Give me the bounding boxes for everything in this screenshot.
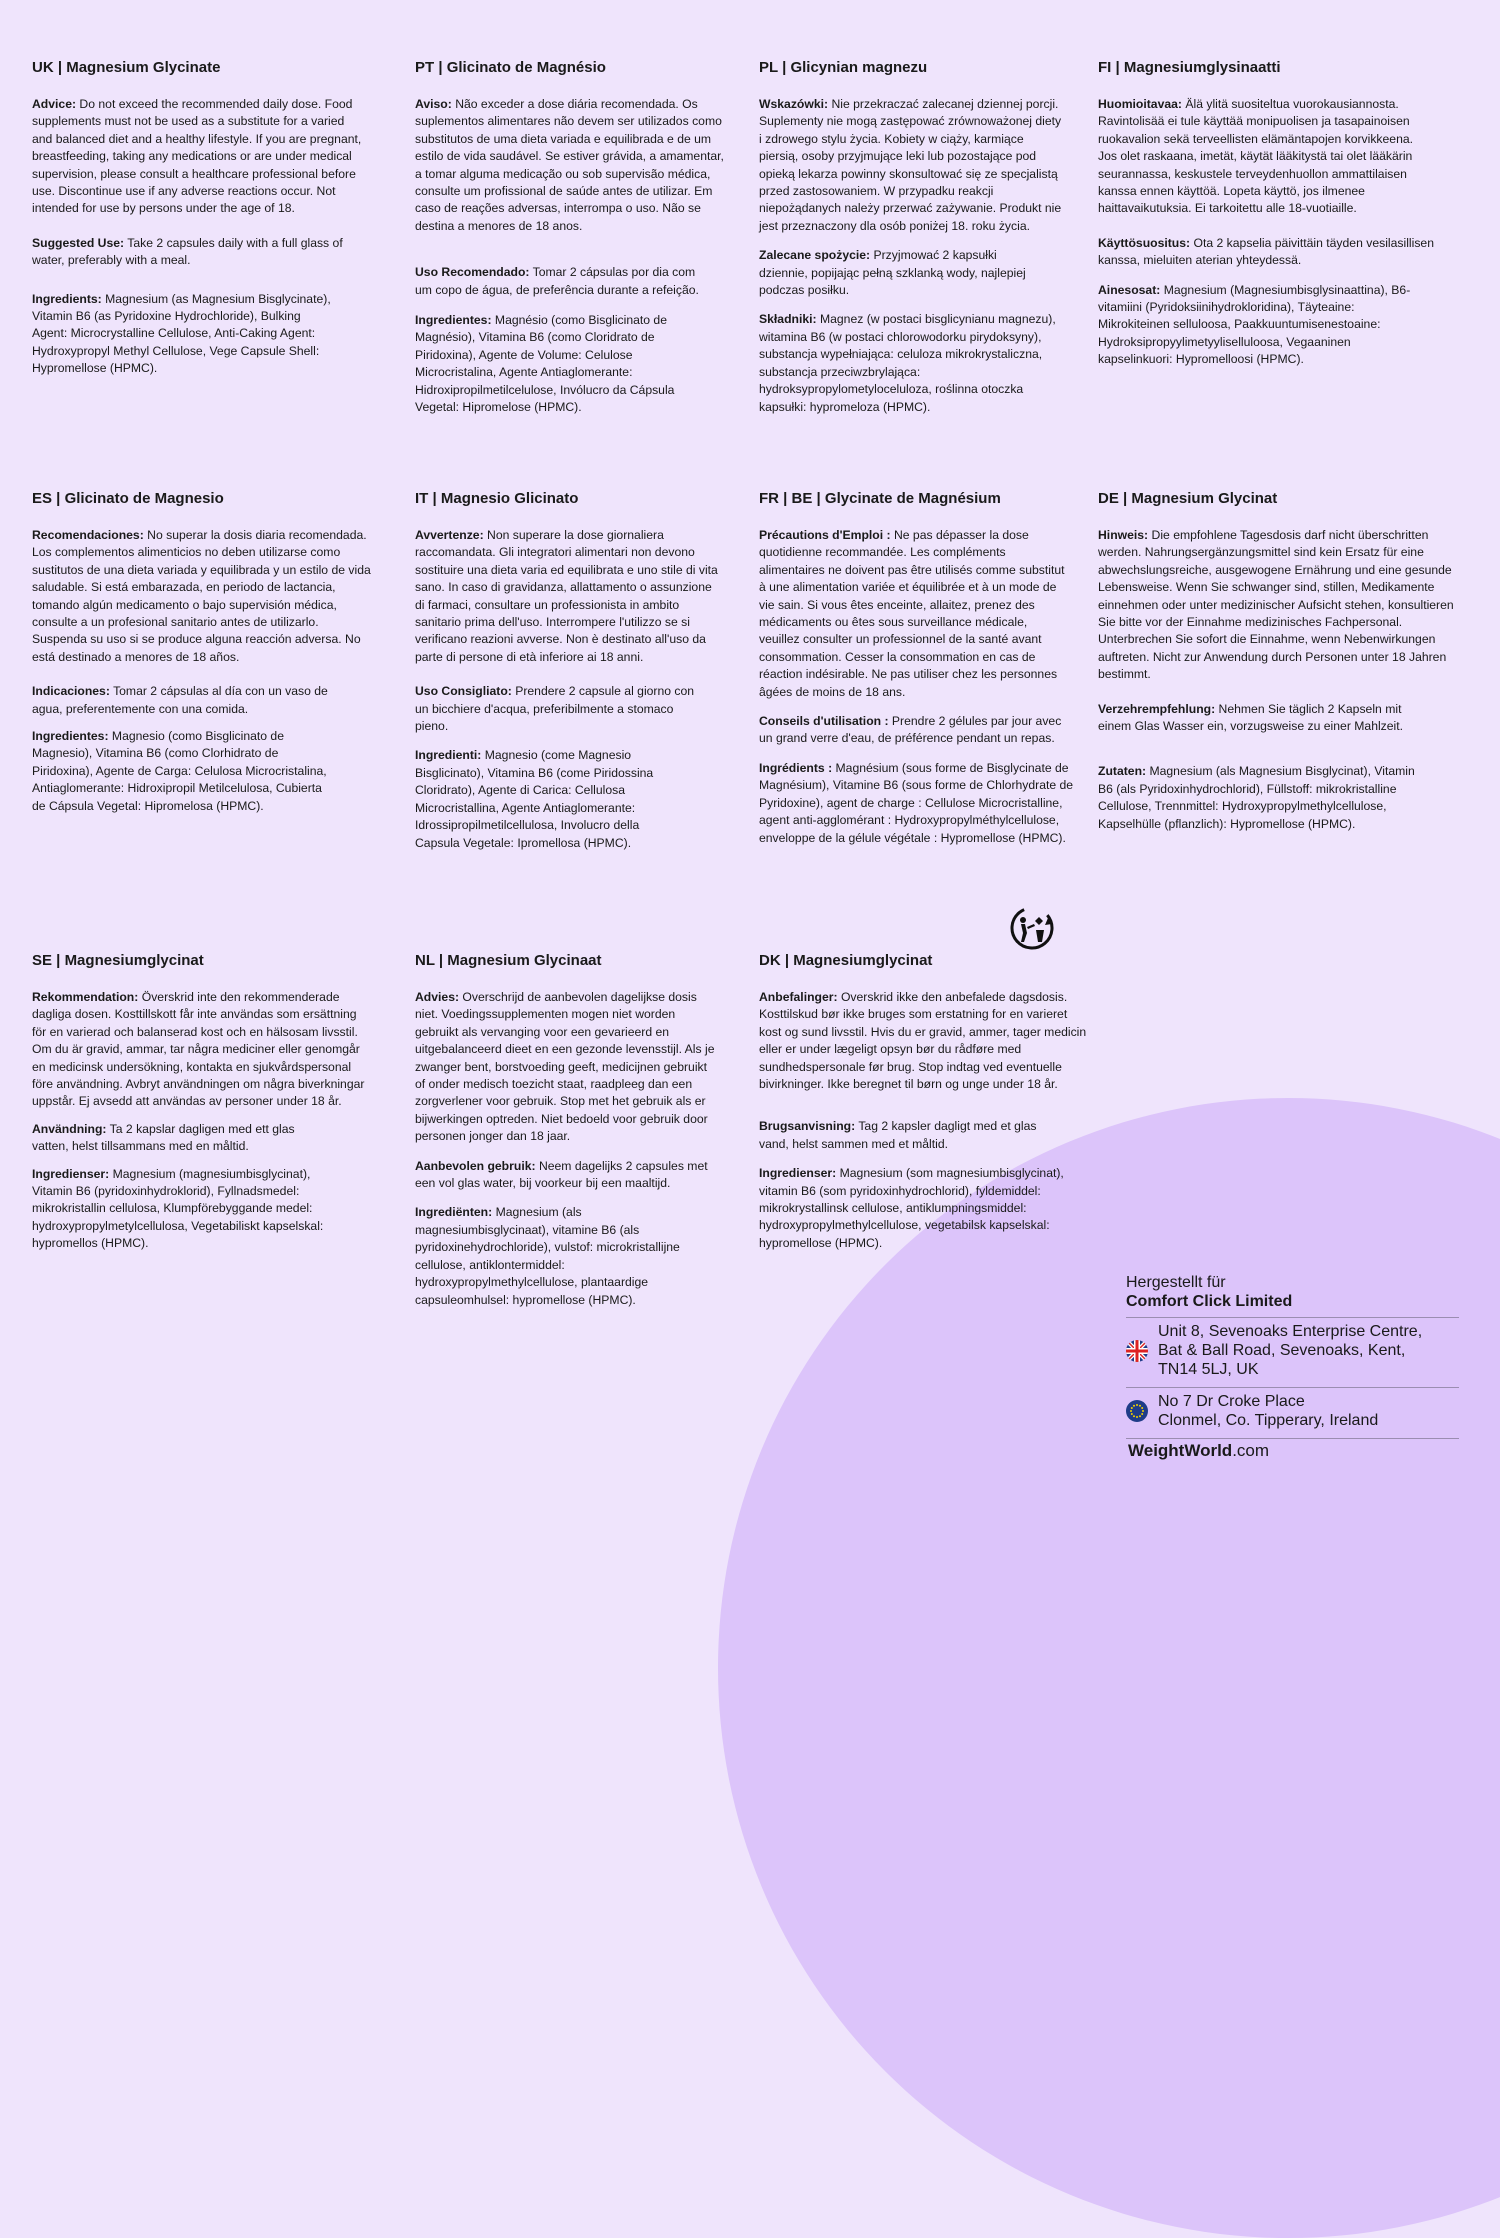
advice: Wskazówki: Nie przekraczać zalecanej dziennej porcji. Suplementy nie mogą zastępować zrównoważonej diety i zdrowego stylu życia. Kobiety w ciąży, karmiące piersią, osoby przyjmujące leki lub pozostające pod opieką lekarza powinny skonsultować się ze specjalistą przed zastosowaniem. W przypadku reakcji niepożądanych należy przerwać zażywanie. Produkt nie jest przeznaczony dla osób poniżej 18. roku życia. xyxy=(759,97,1062,233)
company-name: Comfort Click Limited xyxy=(1126,1293,1293,1310)
advice: Aviso: Não exceder a dose diária recomendada. Os suplementos alimentares não devem ser utilizados como substitutos de uma dieta variada e equilibrada e de um estilo de vida saudável. Se estiver grávida, a amamentar, a tomar alguma medicação ou sob supervisão médica, consulte um profissional de saúde antes de utilizar. Em caso de reações adversas, interrompa o uso. Não se destina a menores de 18 anos. xyxy=(415,97,724,233)
eu-address: No 7 Dr Croke Place Clonmel, Co. Tipperary, Ireland xyxy=(1126,1390,1459,1432)
advice: Advies: Overschrijd de aanbevolen dagelijkse dosis niet. Voedingssupplementen mogen niet worden gebruikt als vervanging voor een gevarieerd en uitgebalanceerd dieet en een gezonde levensstijl. Als je zwanger bent, borstvoeding geeft, medicijnen gebruikt of onder medisch toezicht staat, raadpleeg dan een zorgverlener voor gebruik. Stop met het gebruik als er bijwerkingen optreden. Niet bedoeld voor gebruik door personen jonger dan 18 jaar. xyxy=(415,990,715,1144)
section-title: UK | Magnesium Glycinate xyxy=(32,59,221,76)
section-title: SE | Magnesiumglycinat xyxy=(32,952,204,969)
section-pl xyxy=(759,59,1064,416)
suggested-use: Käyttösuositus: Ota 2 kapselia päivittäin täyden vesilasillisen kanssa, mieluiten aterian yhteydessä. xyxy=(1098,235,1434,268)
section-title: DK | Magnesiumglycinat xyxy=(759,952,933,969)
section-de xyxy=(1098,490,1468,833)
divider xyxy=(1126,1317,1459,1318)
advice: Rekommendation: Överskrid inte den rekommenderade dagliga dosen. Kosttillskott får inte användas som ersättning för en varierad och balanserad kost och en hälsosam livsstil. Om du är gravid, ammar, tar några mediciner eller genomgår en medicinsk undersökning, kontakta en sjukvårdspersonal före användning. Avbryt användningen om några biverkningar uppstår. Ej avsedd att användas av personer under 18 år. xyxy=(32,990,365,1109)
manufacturer-block xyxy=(1126,1273,1459,1460)
suggested-use: Suggested Use: Take 2 capsules daily with a full glass of water, preferably with a meal. xyxy=(32,235,343,268)
uk-flag-icon xyxy=(1126,1340,1148,1362)
advice: Huomioitavaa: Älä ylitä suositeltua vuorokausiannosta. Ravintolisää ei tule käyttää monipuolisen ja tasapainoisen ruokavalion sekä terveellisten elämäntapojen korvikkeena. Jos olet raskaana, imetät, käytät lääkitystä tai olet lääkärin seurannassa, keskustele terveydenhuollon ammattilaisen kanssa ennen käyttöä. Lopeta käyttö, jos ilmenee haittavaikutuksia. Ei tarkoitettu alle 18-vuotiaille. xyxy=(1098,97,1414,216)
suggested-use: Brugsanvisning: Tag 2 kapsler dagligt med et glas vand, helst sammen med et måltid. xyxy=(759,1119,1037,1151)
suggested-use: Användning: Ta 2 kapslar dagligen med ett glas vatten, helst tillsammans med en måltid. xyxy=(32,1121,295,1154)
suggested-use: Conseils d'utilisation : Prendre 2 gélules par jour avec un grand verre d'eau, de préférence pendant un repas. xyxy=(759,714,1062,746)
section-title: FR | BE | Glycinate de Magnésium xyxy=(759,490,1001,507)
divider xyxy=(1126,1438,1459,1439)
ingredients: Zutaten: Magnesium (als Magnesium Bisglycinat), Vitamin B6 (als Pyridoxinhydrochlorid), Füllstoff: mikrokristalline Cellulose, Trennmittel: Hydroxypropylmethylcellulose, Kapselhülle (pflanzlich): Hypromellose (HPMC). xyxy=(1098,764,1415,831)
advice: Recomendaciones: No superar la dosis diaria recomendada. Los complementos alimenticios no deben utilizarse como sustitutos de una dieta variada y equilibrada y un estilo de vida saludable. Si está embarazada, en periodo de lactancia, tomando algún medicamento o bajo supervisión médica, consulte a un profesional sanitario antes de utilizarlo. Suspenda su uso si se produce alguna reacción adversa. No está destinado a menores de 18 años. xyxy=(32,528,371,664)
suggested-use: Uso Consigliato: Prendere 2 capsule al giorno con un bicchiere d'acqua, preferibilmente a stomaco pieno. xyxy=(415,684,695,734)
section-title: NL | Magnesium Glycinaat xyxy=(415,952,602,969)
section-es xyxy=(32,490,372,815)
suggested-use: Verzehrempfehlung: Nehmen Sie täglich 2 Kapseln mit einem Glas Wasser ein, vorzugsweise zu einer Mahlzeit. xyxy=(1098,701,1404,734)
section-uk xyxy=(32,59,368,378)
ingredients: Ingredienser: Magnesium (som magnesiumbisglycinat), vitamin B6 (som pyridoxinhydrochlorid), fyldemiddel: mikrokrystallinsk cellulose, antiklumpningsmiddel: hydroxypropylmethylcellulose, vegetabilsk kapselskal: hypromellose (HPMC). xyxy=(759,1166,1064,1250)
advice: Précautions d'Emploi : Ne pas dépasser la dose quotidienne recommandée. Les compléments alimentaires ne doivent pas être utilisés comme substitut à une alimentation variée et équilibrée et à un mode de vie sain. Si vous êtes enceinte, allaitez, prenez des médicaments ou êtes sous surveillance médicale, veuillez consulter un professionnel de la santé avant consommation. Cesser la consommation en cas de réaction indésirable. Ne pas utiliser chez les personnes âgées de moins de 18 ans. xyxy=(759,528,1065,699)
section-pt xyxy=(415,59,730,417)
section-fr-be xyxy=(759,490,1084,847)
section-title: IT | Magnesio Glicinato xyxy=(415,490,579,507)
ingredients: Ingredientes: Magnésio (como Bisglicinato de Magnésio), Vitamina B6 (como Cloridrato de Piridoxina), Agente de Volume: Celulose Microcristalina, Agente Antiaglomerante: Hidroxipropilmetilcelulose, Invólucro da Cápsula Vegetal: Hipromelose (HPMC). xyxy=(415,313,675,415)
suggested-use: Uso Recomendado: Tomar 2 cápsulas por dia com um copo de água, de preferência durante a refeição. xyxy=(415,265,699,297)
made-for-label: Hergestellt für xyxy=(1126,1274,1226,1291)
section-se xyxy=(32,952,372,1253)
suggested-use: Aanbevolen gebruik: Neem dagelijks 2 capsules met een vol glas water, bij voorkeur bij een maaltijd. xyxy=(415,1158,708,1191)
ingredients: Ingredienser: Magnesium (magnesiumbisglycinat), Vitamin B6 (pyridoxinhydroklorid), Fyllnadsmedel: mikrokristallin cellulosa, Klumpförebyggande medel: hydroxypropylmetylcellulosa, Vegetabiliskt kapselskal: hypromellos (HPMC). xyxy=(32,1166,324,1251)
ingredients: Ingredients: Magnesium (as Magnesium Bisglycinate), Vitamin B6 (as Pyridoxine Hydrochloride), Bulking Agent: Microcrystalline Cellulose, Anti-Caking Agent: Hydroxypropyl Methyl Cellulose, Vege Capsule Shell: Hypromellose (HPMC). xyxy=(32,291,331,376)
ingredients: Ingredienti: Magnesio (come Magnesio Bisglicinato), Vitamina B6 (come Piridossina Cloridrato), Agente di Carica: Cellulosa Microcristallina, Agente Antiaglomerante: Idrossipropilmetilcellulosa, Involucro della Capsula Vegetale: Ipromellosa (HPMC). xyxy=(415,748,654,850)
suggested-use: Indicaciones: Tomar 2 cápsulas al día con un vaso de agua, preferentemente con una comida. xyxy=(32,684,328,716)
brand-website: WeightWorld.com xyxy=(1128,1441,1270,1460)
eu-flag-icon xyxy=(1126,1400,1148,1422)
advice: Hinweis: Die empfohlene Tagesdosis darf nicht überschritten werden. Nahrungsergänzungsmittel sind kein Ersatz für eine abwechslungsreiche, ausgewogene Ernährung und eine gesunde Lebensweise. Wenn Sie schwanger sind, stillen, Medikamente einnehmen oder unter medizinischer Aufsicht stehen, konsultieren Sie bitte vor der Einnahme medizinisches Fachpersonal. Unterbrechen Sie sofort die Einnahme, wenn Nebenwirkungen auftreten. Nicht zur Anwendung durch Personen unter 18 Jahren bestimmt. xyxy=(1098,528,1454,682)
triman-recycling-icon xyxy=(1008,904,1056,952)
ingredients: Ingredientes: Magnesio (como Bisglicinato de Magnesio), Vitamina B6 (como Clorhidrato de Piridoxina), Agente de Carga: Celulosa Microcristalina, Antiaglomerante: Hidroxipropil Metilcelulosa, Cubierta de Cápsula Vegetal: Hipromelosa (HPMC). xyxy=(32,729,327,813)
section-fi xyxy=(1098,59,1466,369)
divider xyxy=(1126,1387,1459,1388)
uk-address: Unit 8, Sevenoaks Enterprise Centre, Bat & Ball Road, Sevenoaks, Kent, TN14 5LJ, UK xyxy=(1126,1320,1459,1381)
section-it xyxy=(415,490,720,852)
ingredients: Ingrédients : Magnésium (sous forme de Bisglycinate de Magnésium), Vitamine B6 (sous forme de Chlorhydrate de Pyridoxine), agent de charge : Cellulose Microcristalline, agent anti-agglomérant : Hydroxypropylméthylcellulose, enveloppe de la gélule végétale : Hypromellose (HPMC). xyxy=(759,760,1074,845)
ingredients: Ainesosat: Magnesium (Magnesiumbisglysinaattina), B6-vitamiini (Pyridoksiinihydrokloridina), Täyteaine: Mikrokiteinen selluloosa, Paakkuuntumisenestoaine: Hydroksipropyylimetyyliselluloosa, Vegaaninen kapselinkuori: Hypromelloosi (HPMC). xyxy=(1098,282,1411,367)
advice: Anbefalinger: Overskrid ikke den anbefalede dagsdosis. Kosttilskud bør ikke bruges som erstatning for en varieret kost og sund livsstil. Hvis du er gravid, ammer, tager medicin eller er under lægeligt opsyn bør du rådføre med sundhedspersonale før brug. Stop indtag ved eventuelle bivirkninger. Ikke beregnet til børn og unge under 18 år. xyxy=(759,990,1087,1092)
section-dk xyxy=(759,952,1087,1252)
advice: Advice: Do not exceed the recommended daily dose. Food supplements must not be used as a substitute for a varied and balanced diet and a healthy lifestyle. If you are pregnant, breastfeeding, taking any medications or are under medical supervision, please consult a healthcare professional before use. Discontinue use if any adverse reactions occur. Not intended for use by persons under the age of 18. xyxy=(32,97,362,216)
ingredients: Ingrediënten: Magnesium (als magnesiumbisglycinaat), vitamine B6 (als pyridoxinehydrochloride), vulstof: microkristallijne cellulose, antiklontermiddel: hydroxypropylmethylcellulose, plantaardige capsuleomhulsel: hypromellose (HPMC). xyxy=(415,1205,680,1307)
suggested-use: Zalecane spożycie: Przyjmować 2 kapsułki dziennie, popijając pełną szklanką wody, najlepiej podczas posiłku. xyxy=(759,248,1026,298)
ingredients: Składniki: Magnez (w postaci bisglicynianu magnezu), witamina B6 (w postaci chlorowodorku pirydoksyny), substancja wypełniająca: celuloza mikrokrystaliczna, substancja przeciwzbrylająca: hydroksypropylometyloceluloza, roślinna otoczka kapsułki: hypromeloza (HPMC). xyxy=(759,312,1056,414)
section-title: FI | Magnesiumglysinaatti xyxy=(1098,59,1281,76)
section-title: DE | Magnesium Glycinat xyxy=(1098,490,1278,507)
section-nl xyxy=(415,952,715,1309)
section-title: ES | Glicinato de Magnesio xyxy=(32,490,224,507)
advice: Avvertenze: Non superare la dose giornaliera raccomandata. Gli integratori alimentari non devono sostituire una dieta varia ed equilibrata e uno stile di vita sano. In caso di gravidanza, allattamento o assunzione di farmaci, consultare un professionista in ambito sanitario prima dell'uso. Interrompere l'utilizzo se si verificano reazioni avverse. Non è destinato all'uso da parte di persone di età inferiore ai 18 anni. xyxy=(415,528,718,664)
decorative-circle xyxy=(718,1098,1500,2238)
section-title: PL | Glicynian magnezu xyxy=(759,59,928,76)
section-title: PT | Glicinato de Magnésio xyxy=(415,59,606,76)
